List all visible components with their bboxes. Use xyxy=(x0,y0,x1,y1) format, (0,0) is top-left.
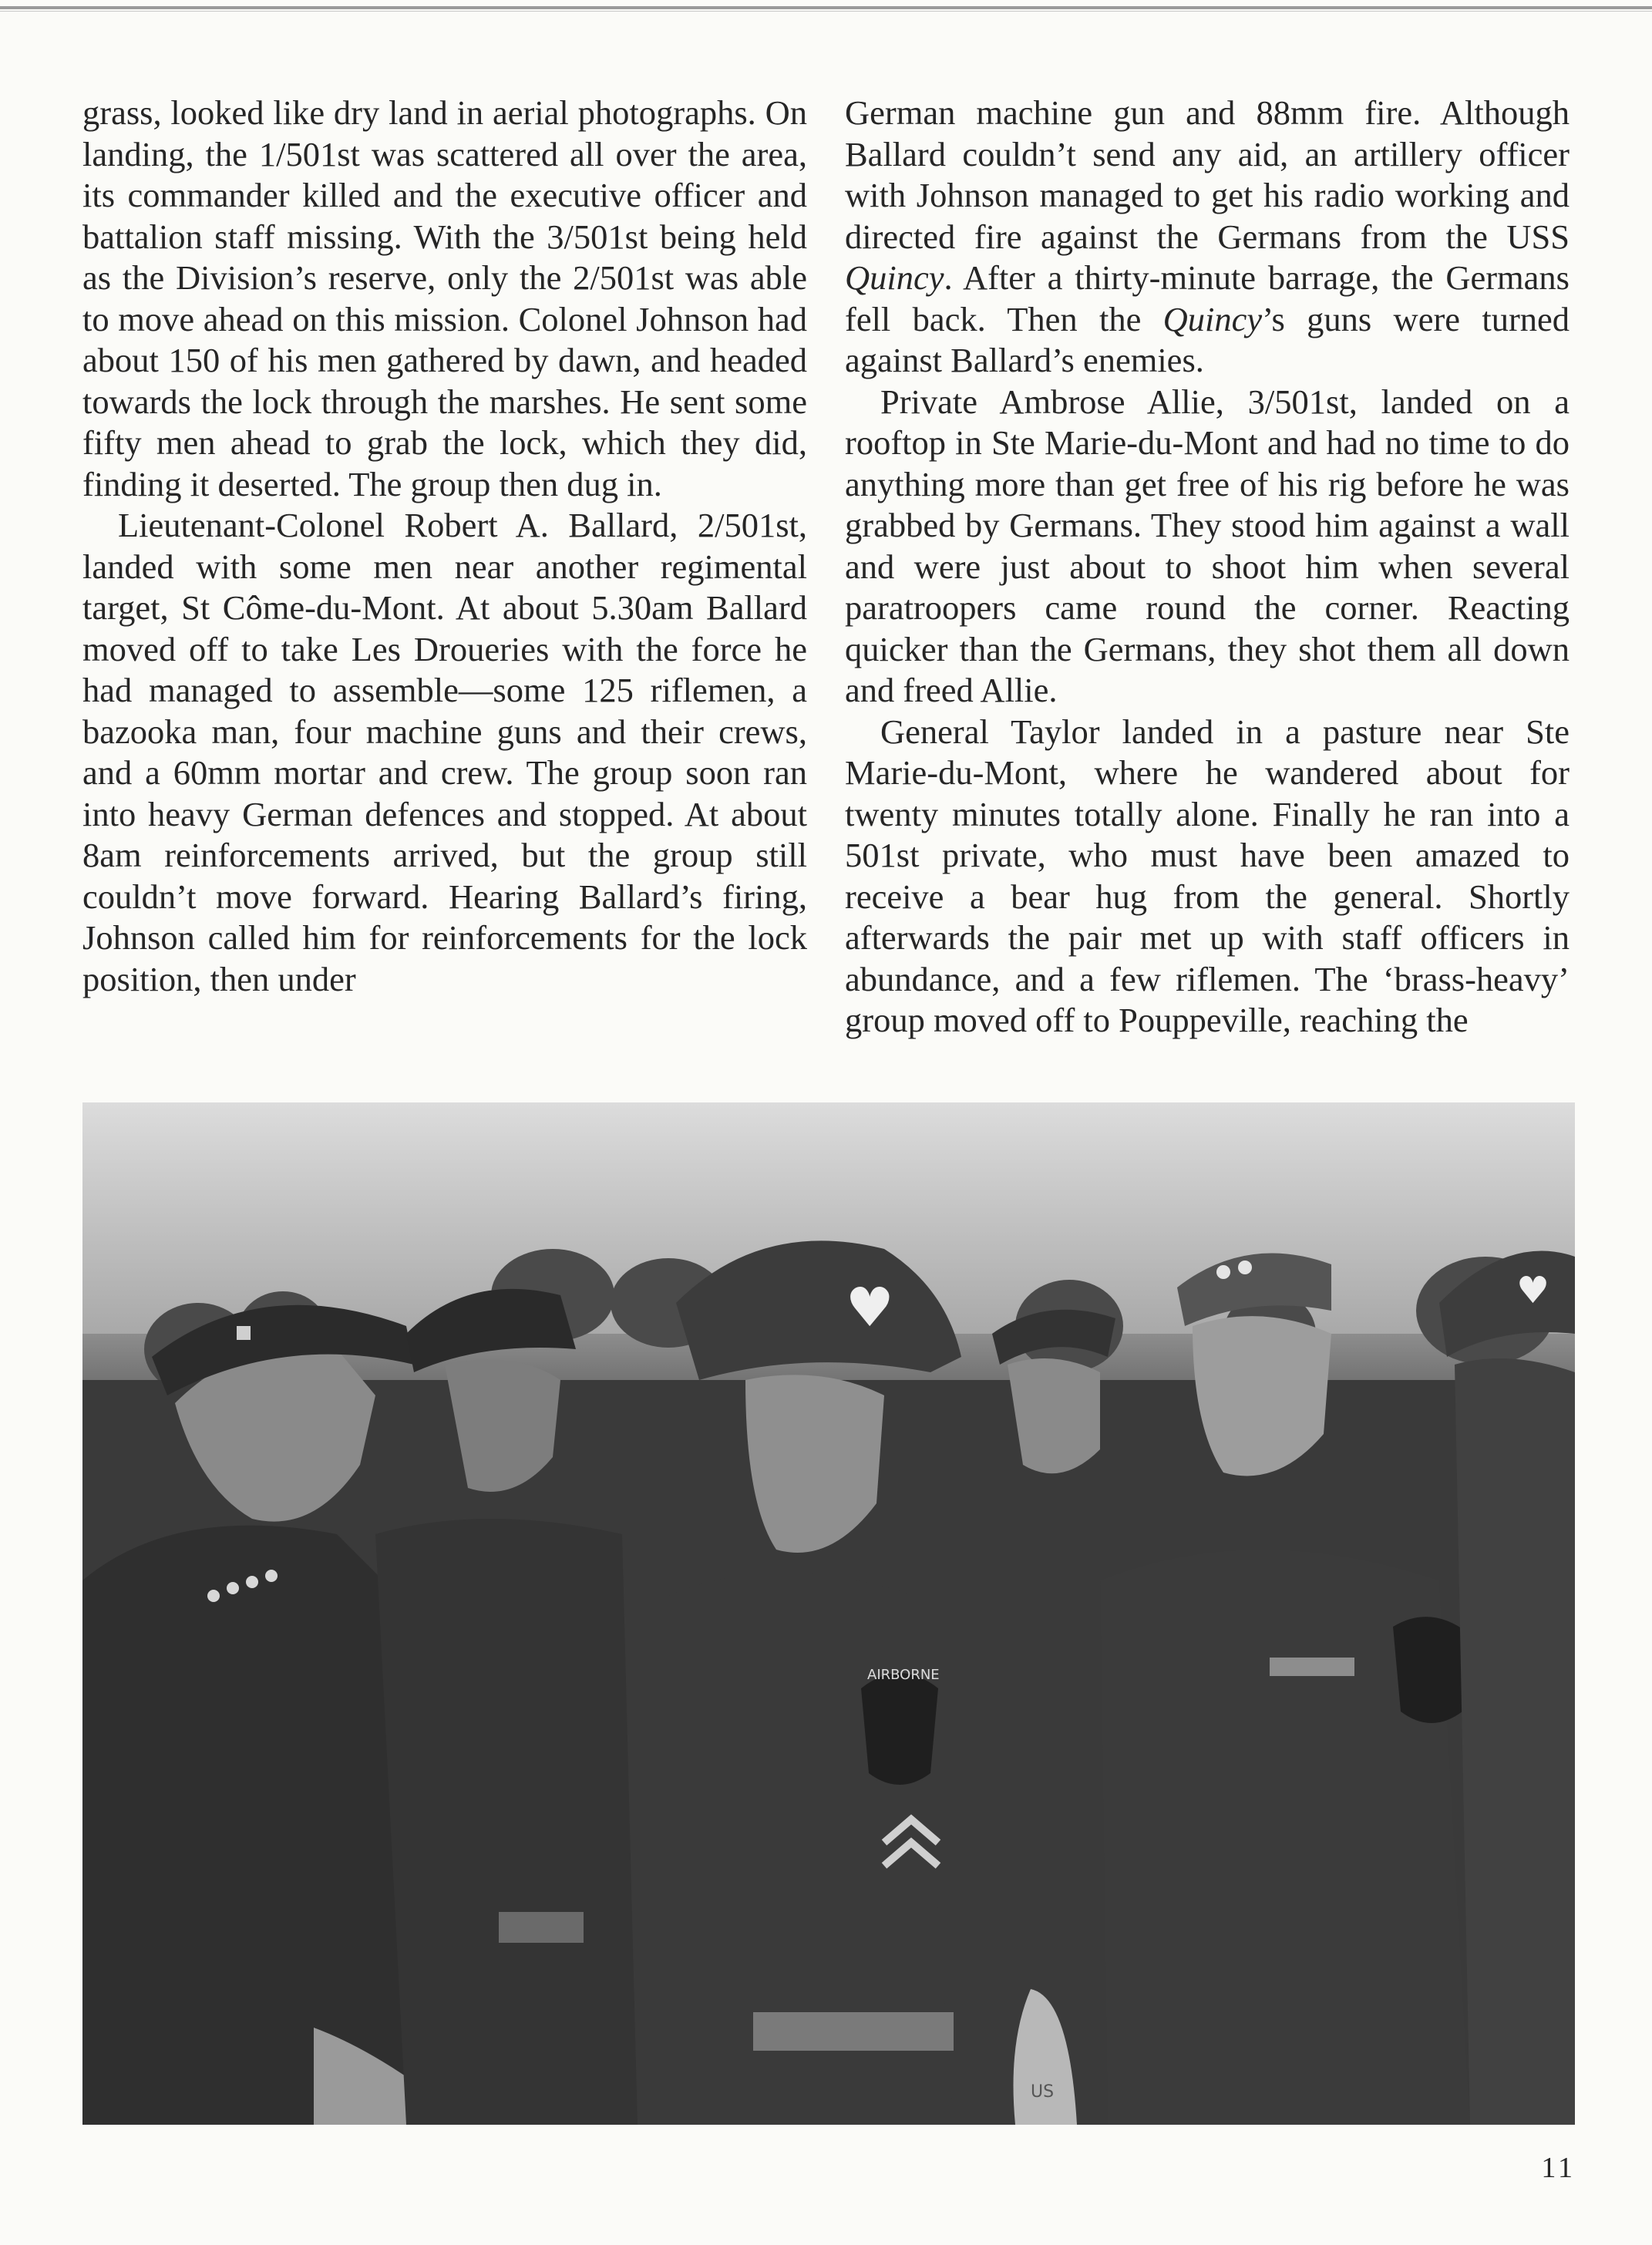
right-paragraph-2: Private Ambrose Allie, 3/501st, landed on a rooftop in Ste Marie-du-Mont and had no time to do anything more than get free of his rig before he was grabbed by Germans. They stood him against a wall and were just about to shoot him when several paratroopers came round the corner. Reacting quicker than the Germans, they shot them all down and freed Allie. xyxy=(845,382,1570,709)
division-patch xyxy=(1393,1617,1470,1723)
right-paragraph-1 xyxy=(845,93,1570,382)
right-paragraph-1-text-a: German machine gun and 88mm fire. Although Ballard couldn’t send any aid, an artillery officer with Johnson managed to get his radio working and directed fire against the Germans from the USS xyxy=(845,93,1570,256)
right-paragraph-3: General Taylor landed in a pasture near Ste Marie-du-Mont, where he wandered about for twenty minutes totally alone. Finally he ran into a 501st private, who must have been amazed to receive a bear hug from the general. Shortly afterwards the pair met up with staff officers in abundance, and a few riflemen. The ‘brass-heavy’ group moved off to Pouppeville, reaching the xyxy=(845,712,1570,1039)
photo-illustration xyxy=(82,1102,1575,2125)
airborne-tab-text: AIRBORNE xyxy=(867,1667,940,1683)
web-belt xyxy=(499,1912,584,1943)
ship-name-quincy-2: Quincy xyxy=(1162,299,1263,338)
pistol-belt xyxy=(753,2012,954,2051)
page-number: 11 xyxy=(1541,2152,1576,2184)
ribbon-bar xyxy=(1270,1658,1354,1676)
helmet-heart-marking: ♥ xyxy=(846,1276,894,1339)
helmet-heart-marking-right: ♥ xyxy=(1516,1269,1550,1312)
cap-badge xyxy=(237,1326,251,1340)
top-rule xyxy=(0,6,1652,9)
left-paragraph-2: Lieutenant-Colonel Robert A. Ballard, 2/501st, landed with some men near another regimental target, St Côme-du-Mont. At about 5.30am Ballard moved off to take Les Droueries with the force he had managed to assemble—some 125 riflemen, a bazooka man, four machine guns and their crews, and a 60mm mortar and crew. The group soon ran into heavy German defences and stopped. At about 8am reinforcements arrived, but the group still couldn’t move forward. Hearing Ballard’s firing, Johnson called him for reinforcements for the lock position, then under xyxy=(82,506,807,998)
left-text-column xyxy=(82,93,807,1000)
left-paragraph-1: grass, looked like dry land in aerial photographs. On landing, the 1/501st was scattered all over the area, its commander killed and the executive officer and battalion staff missing. With the 3/501st being held as the Division’s reserve, only the 2/501st was able to move ahead on this mission. Colonel Johnson had about 150 of his men gathered by dawn, and headed towards the lock through the marshes. He sent some fifty men ahead to grab the lock, which they did, finding it deserted. The group then dug in. xyxy=(82,93,807,503)
right-paragraph-1-text-b: . After a thirty-minute barrage, the Germans fell back. Then the xyxy=(845,258,1570,338)
screaming-eagle-patch xyxy=(861,1673,938,1785)
top-rule-thin xyxy=(0,11,1652,12)
ship-name-quincy: Quincy xyxy=(845,258,944,297)
right-text-column xyxy=(845,93,1570,1042)
us-marking-text: US xyxy=(1031,2082,1055,2102)
historical-photograph xyxy=(82,1102,1575,2125)
right-paragraph-1-text-c: ’s guns were turned against Ballard’s enemies. xyxy=(845,299,1570,379)
